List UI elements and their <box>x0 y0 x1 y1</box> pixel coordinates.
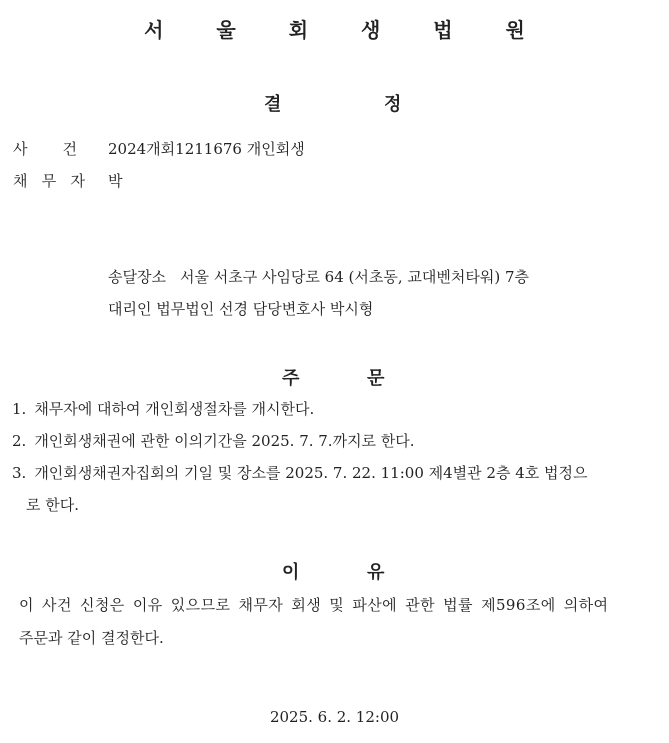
debtor-label: 채 무 자 <box>13 172 85 190</box>
order-heading-right: 문 <box>367 368 385 389</box>
order-heading-left: 주 <box>282 368 300 389</box>
case-label: 사 건 <box>13 140 77 158</box>
court-name: 서 울 회 생 법 원 <box>144 18 548 42</box>
delivery-place-address: 서울 서초구 사임당로 64 (서초동, 교대벤처타워) 7층 <box>179 268 529 286</box>
case-number: 2024개회1211676 개인회생 <box>108 140 305 158</box>
reason-line: 이 사건 신청은 이유 있으므로 채무자 회생 및 파산에 관한 법률 제596조에 의하여 <box>19 596 609 614</box>
order-item: 3. 개인회생채권자집회의 기일 및 장소를 2025. 7. 22. 11:00 제4별관 2층 4호 법정으 <box>12 464 588 482</box>
debtor-name: 박 <box>108 172 123 190</box>
order-item-continuation: 로 한다. <box>26 496 80 514</box>
order-item: 1. 채무자에 대하여 개인회생절차를 개시한다. <box>12 400 315 418</box>
decision-heading-right: 정 <box>384 94 402 115</box>
order-item: 2. 개인회생채권에 관한 이의기간을 2025. 7. 7.까지로 한다. <box>12 432 415 450</box>
decision-heading-left: 결 <box>264 94 282 115</box>
agent-line: 대리인 법무법인 선경 담당변호사 박시형 <box>108 300 374 318</box>
decision-date: 2025. 6. 2. 12:00 <box>269 708 400 726</box>
reason-heading-right: 유 <box>367 562 385 583</box>
reason-line: 주문과 같이 결정한다. <box>19 629 164 647</box>
delivery-place <box>108 266 529 287</box>
reason-heading-left: 이 <box>282 562 300 583</box>
delivery-place-label: 송달장소 <box>108 268 166 286</box>
